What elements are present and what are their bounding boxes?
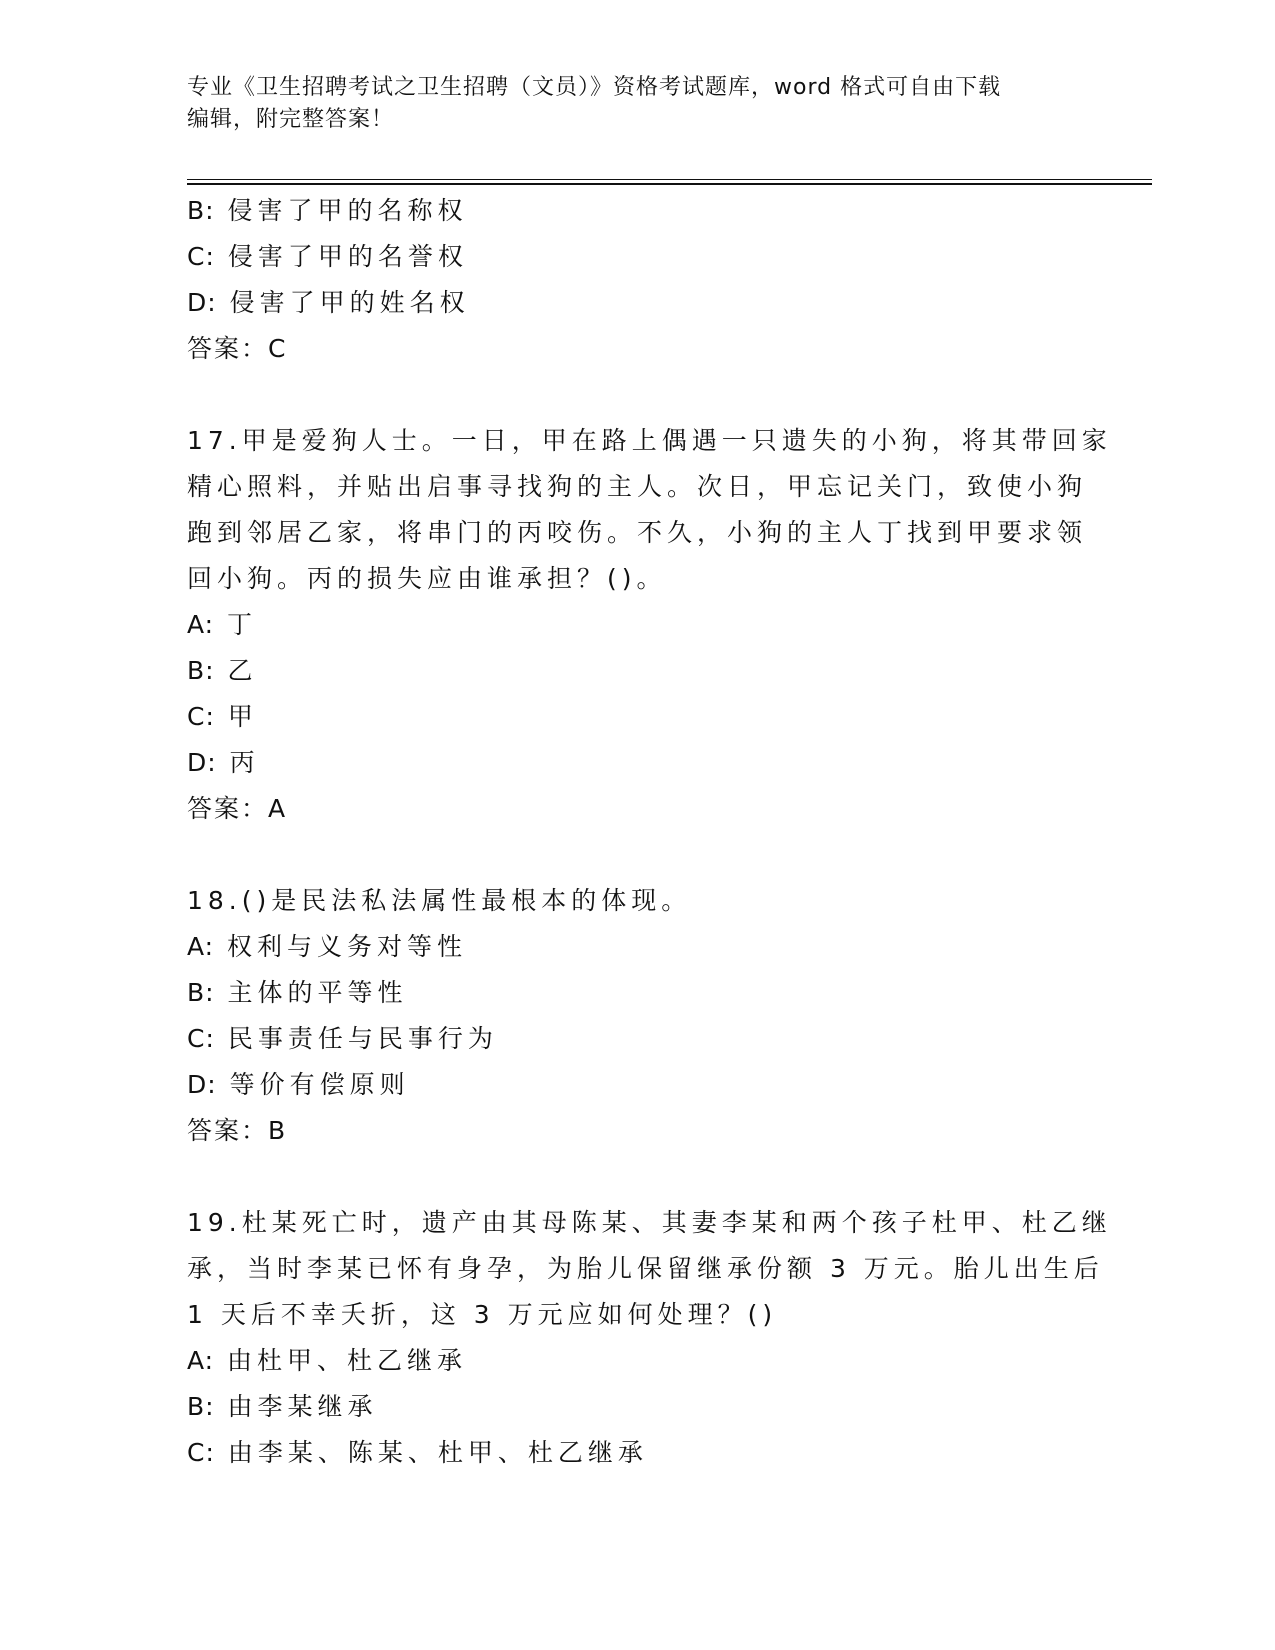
question-stem-line: 跑到邻居乙家，将串门的丙咬伤。不久，小狗的主人丁找到甲要求领 [187,518,1088,547]
option-label: C: [187,702,215,731]
option-label: D: [187,288,217,317]
option-a [187,602,1087,648]
option-text: 乙 [227,656,258,685]
option-text: 权利与义务对等性 [227,932,468,961]
option-b [187,970,1087,1016]
option-label: B: [187,1392,215,1421]
option-text: 由李某继承 [227,1392,378,1421]
option-text: 侵害了甲的名称权 [227,196,468,225]
option-a [187,1338,1087,1384]
spacer [187,1154,1087,1200]
question-stem-line: 18.()是民法私法属性最根本的体现。 [187,886,692,915]
option-text: 等价有偿原则 [229,1070,410,1099]
option-a [187,924,1087,970]
question-stem-line: 1 天后不幸夭折，这 3 万元应如何处理？() [187,1300,778,1329]
header-divider-thin [187,179,1152,180]
option-c [187,694,1087,740]
option-text: 丁 [227,610,258,639]
option-text: 侵害了甲的名誉权 [227,242,468,271]
option-label: A: [187,610,215,639]
spacer [187,832,1087,878]
option-text: 由杜甲、杜乙继承 [227,1346,468,1375]
question-stem-line: 精心照料，并贴出启事寻找狗的主人。次日，甲忘记关门，致使小狗 [187,472,1088,501]
option-label: B: [187,978,215,1007]
option-text: 主体的平等性 [227,978,408,1007]
question-17 [187,418,1112,832]
header-line-1: 专业《卫生招聘考试之卫生招聘（文员）》资格考试题库，word 格式可自由下载 [187,75,1002,100]
option-label: D: [187,748,217,777]
option-text: 由李某、陈某、杜甲、杜乙继承 [227,1438,648,1467]
question-stem-line: 承，当时李某已怀有身孕，为胎儿保留继承份额 3 万元。胎儿出生后 [187,1254,1104,1283]
option-d [187,1062,1087,1108]
document-header [187,72,1077,136]
previous-question-continuation [187,188,1087,372]
option-b [187,648,1087,694]
question-19 [187,1200,1112,1476]
answer-line: 答案：A [187,794,288,823]
option-text: 甲 [227,702,258,731]
option-text: 侵害了甲的姓名权 [229,288,470,317]
document-body [187,188,1112,1476]
option-label: C: [187,1024,215,1053]
question-stem-line: 19.杜某死亡时，遗产由其母陈某、其妻李某和两个孩子杜甲、杜乙继 [187,1208,1112,1237]
option-d [187,280,1087,326]
answer-line: 答案：C [187,334,288,363]
option-text: 丙 [229,748,260,777]
answer-line: 答案：B [187,1116,288,1145]
option-label: B: [187,196,215,225]
option-text: 民事责任与民事行为 [227,1024,498,1053]
option-label: A: [187,1346,215,1375]
header-line-2: 编辑，附完整答案！ [187,107,395,132]
option-b [187,188,1087,234]
question-18 [187,878,1087,1154]
header-divider-thick [187,183,1152,185]
option-c [187,234,1087,280]
option-label: C: [187,242,215,271]
option-label: C: [187,1438,215,1467]
option-label: A: [187,932,215,961]
question-stem-line: 回小狗。丙的损失应由谁承担？()。 [187,564,667,593]
option-label: B: [187,656,215,685]
option-label: D: [187,1070,217,1099]
spacer [187,372,1087,418]
option-c [187,1016,1087,1062]
option-b [187,1384,1087,1430]
option-d [187,740,1087,786]
question-stem-line: 17.甲是爱狗人士。一日，甲在路上偶遇一只遗失的小狗，将其带回家 [187,426,1112,455]
option-c [187,1430,1087,1476]
